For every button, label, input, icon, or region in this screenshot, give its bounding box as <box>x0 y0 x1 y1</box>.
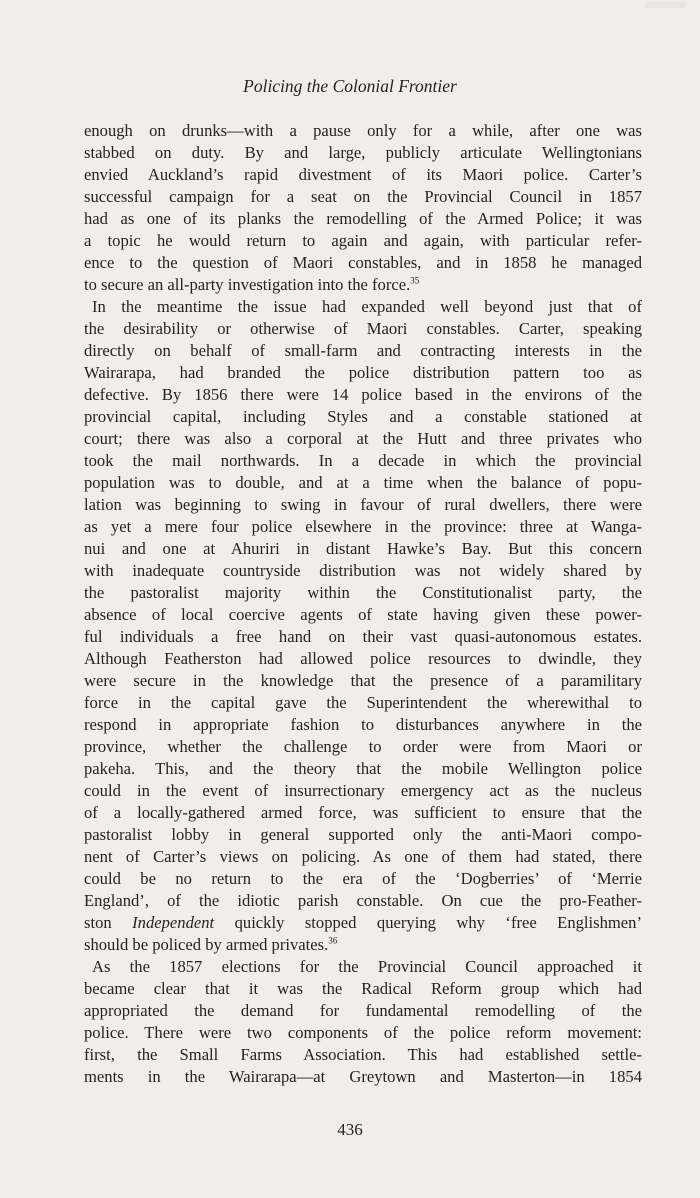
text-line: stabbed on duty. By and large, publicly articulate Wellingtonians <box>84 143 642 162</box>
text-line: As the 1857 elections for the Provincial Council approached it <box>92 957 642 976</box>
text-line: pastoralist lobby in general supported only the anti-Maori compo- <box>84 825 642 844</box>
text-line: force in the capital gave the Superintendent the wherewithal to <box>84 693 642 712</box>
text-line: took the mail northwards. In a decade in which the provincial <box>84 451 642 470</box>
text-line: absence of local coercive agents of state having given these power- <box>84 605 642 624</box>
text-line: nent of Carter’s views on policing. As one of them had stated, there <box>84 847 642 866</box>
scan-speck <box>646 2 686 8</box>
text-line: could in the event of insurrectionary emergency act as the nucleus <box>84 781 642 800</box>
text-line: successful campaign for a seat on the Provincial Council in 1857 <box>84 187 642 206</box>
text-line: provincial capital, including Styles and a constable stationed at <box>84 407 642 426</box>
text-line: to secure an all-party investigation into the force.$^{35}$ <box>84 275 420 294</box>
text-line: ful individuals a free hand on their vast quasi-autonomous estates. <box>84 627 642 646</box>
text-line: respond in appropriate fashion to disturbances anywhere in the <box>84 715 642 734</box>
paragraph <box>84 296 642 956</box>
text-line: police. There were two components of the police reform movement: <box>84 1023 642 1042</box>
text-line: Wairarapa, had branded the police distribution pattern too as <box>84 363 642 382</box>
text-line: ments in the Wairarapa—at Greytown and Masterton—in 1854 <box>84 1067 642 1086</box>
text-line: population was to double, and at a time when the balance of popu- <box>84 473 642 492</box>
text-line: could be no return to the era of the ‘Dogberries’ of ‘Merrie <box>84 869 642 888</box>
footnote-marker[interactable]: 35 <box>410 275 420 286</box>
page-number: 436 <box>337 1120 363 1139</box>
text-line: a topic he would return to again and again, with particular refer- <box>84 231 642 250</box>
paragraph <box>84 956 642 1088</box>
text-line: pakeha. This, and the theory that the mobile Wellington police <box>84 759 642 778</box>
text-line: were secure in the knowledge that the presence of a paramilitary <box>84 671 642 690</box>
text-line: with inadequate countryside distribution was not widely shared by <box>84 561 642 580</box>
italic-title: Independent <box>132 913 215 932</box>
text-line: England’, of the idiotic parish constable. On cue the pro-Feather- <box>84 891 642 910</box>
text-line: of a locally-gathered armed force, was sufficient to ensure that the <box>84 803 642 822</box>
text-line: court; there was also a corporal at the Hutt and three privates who <box>84 429 642 448</box>
text-line: ston Independent quickly stopped querying why ‘free Englishmen’ <box>84 913 642 932</box>
text-line: the desirability or otherwise of Maori constables. Carter, speaking <box>84 319 642 338</box>
text-line: lation was beginning to swing in favour of rural dwellers, there were <box>84 495 642 514</box>
text-line: as yet a mere four police elsewhere in the province: three at Wanga- <box>84 517 642 536</box>
body-text <box>84 120 642 1088</box>
text-line: the pastoralist majority within the Constitutionalist party, the <box>84 583 642 602</box>
text-line: became clear that it was the Radical Reform group which had <box>84 979 642 998</box>
footnote-marker[interactable]: 36 <box>328 935 338 946</box>
text-line: province, whether the challenge to order were from Maori or <box>84 737 642 756</box>
text-line: directly on behalf of small-farm and contracting interests in the <box>84 341 642 360</box>
text-line: enough on drunks—with a pause only for a while, after one was <box>84 121 642 140</box>
text-line: nui and one at Ahuriri in distant Hawke’s Bay. But this concern <box>84 539 642 558</box>
text-line: In the meantime the issue had expanded well beyond just that of <box>92 297 642 316</box>
paragraph <box>84 120 642 296</box>
text-line: should be policed by armed privates.$^{36}$ <box>84 935 338 954</box>
text-line: Although Featherston had allowed police resources to dwindle, they <box>84 649 642 668</box>
text-line: first, the Small Farms Association. This had established settle- <box>84 1045 642 1064</box>
text-line: ence to the question of Maori constables, and in 1858 he managed <box>84 253 642 272</box>
text-line: appropriated the demand for fundamental remodelling of the <box>84 1001 642 1020</box>
text-line: had as one of its planks the remodelling of the Armed Police; it was <box>84 209 642 228</box>
text-line: defective. By 1856 there were 14 police based in the environs of the <box>84 385 642 404</box>
running-header: Policing the Colonial Frontier <box>243 76 457 96</box>
text-line: envied Auckland’s rapid divestment of its Maori police. Carter’s <box>84 165 642 184</box>
